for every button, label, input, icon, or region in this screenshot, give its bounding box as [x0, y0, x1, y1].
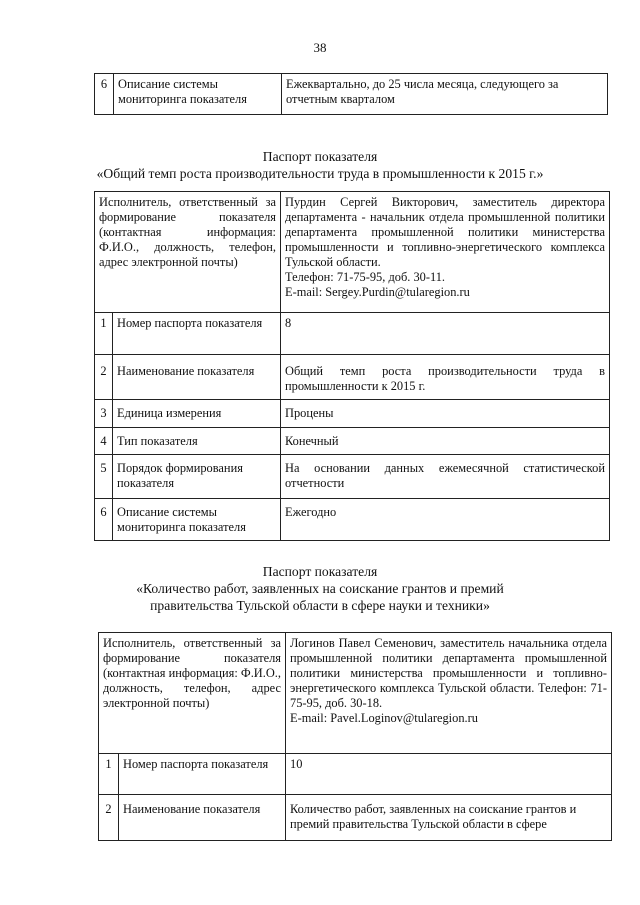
table-row [95, 455, 610, 499]
passport1-table [94, 191, 610, 541]
table-row [99, 754, 612, 795]
top-table [94, 73, 608, 115]
executor-email: E-mail: Sergey.Purdin@tularegion.ru [285, 285, 470, 299]
row-value: Процены [281, 400, 610, 428]
passport2-name-line2: правительства Тульской области в сфере науки и техники» [150, 598, 490, 613]
table-row [95, 74, 608, 115]
row-number: 3 [95, 400, 113, 428]
table-row [99, 795, 612, 841]
row-number: 5 [95, 455, 113, 499]
row-number: 6 [95, 499, 113, 541]
row-label: Наименование показателя [119, 795, 286, 841]
executor-text: Пурдин Сергей Викторович, заместитель директора департамента - начальник отдела промышленной политики департамента промышленной политики министерства промышленности и топливно-энергетического комплекса Тульской области. [285, 195, 605, 269]
row-value: Конечный [281, 428, 610, 455]
row-value: Общий темп роста производительности труда в промышленности к 2015 г. [281, 355, 610, 400]
table-row [95, 428, 610, 455]
row-label: Наименование показателя [113, 355, 281, 400]
executor-value [286, 633, 612, 754]
passport1-title [0, 148, 640, 182]
table-row [95, 313, 610, 355]
table-row [95, 400, 610, 428]
row-label: Описание системы мониторинга показателя [113, 499, 281, 541]
passport1-name: «Общий темп роста производительности труда в промышленности к 2015 г.» [96, 166, 544, 181]
executor-row [95, 192, 610, 313]
row-value: 8 [281, 313, 610, 355]
row-value: Количество работ, заявленных на соискание грантов и премий правительства Тульской области в сфере [286, 795, 612, 841]
row-label: Единица измерения [113, 400, 281, 428]
page-number: 38 [313, 40, 327, 55]
row-label: Порядок формирования показателя [113, 455, 281, 499]
row-value: Ежегодно [281, 499, 610, 541]
executor-email: E-mail: Pavel.Loginov@tularegion.ru [290, 711, 478, 725]
passport1-heading: Паспорт показателя [262, 149, 378, 164]
row-label: Номер паспорта показателя [119, 754, 286, 795]
executor-row [99, 633, 612, 754]
row-number: 1 [99, 754, 119, 795]
row-label: Тип показателя [113, 428, 281, 455]
row-label: Номер паспорта показателя [113, 313, 281, 355]
executor-label: Исполнитель, ответственный за формирование показателя (контактная информация: Ф.И.О., должность, телефон, адрес электронной почты) [99, 633, 286, 754]
row-value: 10 [286, 754, 612, 795]
row-number: 2 [99, 795, 119, 841]
row-value: Ежеквартально, до 25 числа месяца, следующего за отчетным кварталом [282, 74, 608, 115]
executor-phone: Телефон: 71-75-95, доб. 30-11. [285, 270, 445, 284]
passport2-title [0, 563, 640, 614]
row-number: 2 [95, 355, 113, 400]
executor-value [281, 192, 610, 313]
row-number: 4 [95, 428, 113, 455]
row-label: Описание системы мониторинга показателя [114, 74, 282, 115]
table-row [95, 499, 610, 541]
row-number: 1 [95, 313, 113, 355]
passport2-table [98, 632, 612, 841]
table-row [95, 355, 610, 400]
passport2-name-line1: «Количество работ, заявленных на соискание грантов и премий [136, 581, 504, 596]
row-number: 6 [95, 74, 114, 115]
passport2-heading: Паспорт показателя [262, 564, 378, 579]
executor-label: Исполнитель, ответственный за формирование показателя (контактная информация: Ф.И.О., должность, телефон, адрес электронной почты) [95, 192, 281, 313]
executor-text: Логинов Павел Семенович, заместитель начальника отдела промышленной политики департамента промышленной политики министерства промышленности и топливно-энергетического комплекса Тульской области. Телефон: 71-75-95, доб. 30-18. [290, 636, 607, 710]
row-value: На основании данных ежемесячной статистической отчетности [281, 455, 610, 499]
